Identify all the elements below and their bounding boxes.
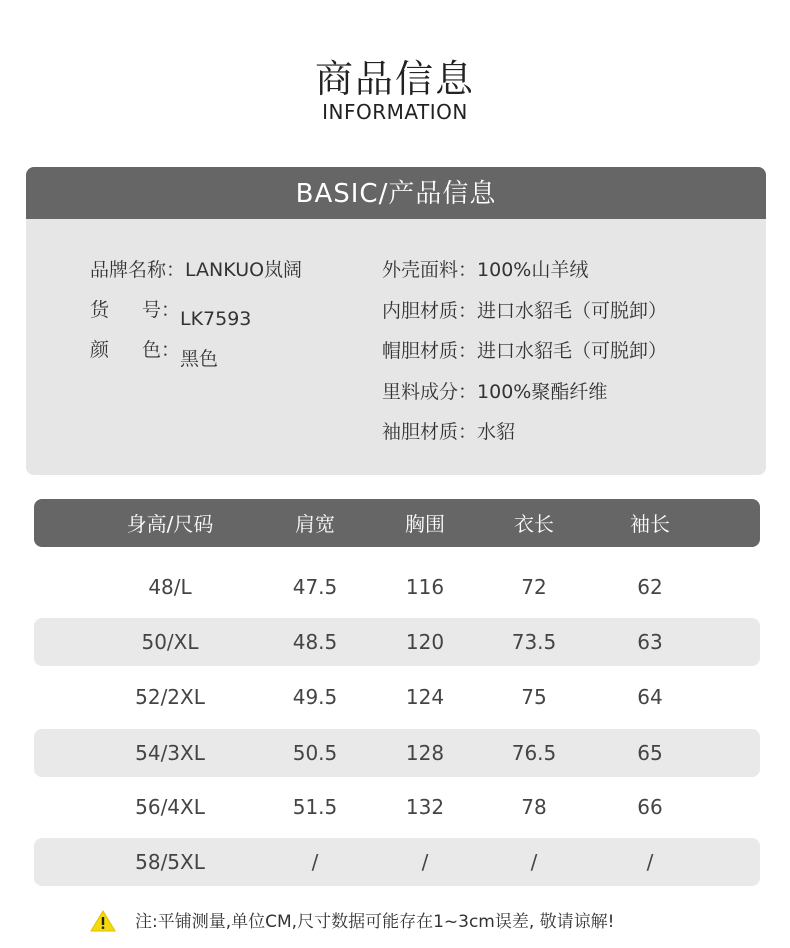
page-subtitle: INFORMATION bbox=[322, 100, 468, 124]
basic-info-left-column bbox=[90, 255, 302, 375]
table-cell: 73.5 bbox=[511, 630, 557, 654]
table-cell: 132 bbox=[405, 795, 445, 819]
column-header-size: 身高/尺码 bbox=[126, 512, 214, 536]
table-cell: 56/4XL bbox=[135, 795, 205, 819]
table-cell: 75 bbox=[521, 685, 547, 709]
table-cell: 72 bbox=[521, 575, 547, 599]
table-cell: 116 bbox=[405, 575, 445, 599]
info-value: 水貂 bbox=[477, 421, 516, 443]
table-row bbox=[34, 673, 760, 721]
table-cell: 78 bbox=[521, 795, 547, 819]
info-label: 外壳面料： bbox=[382, 259, 478, 281]
table-cell: 76.5 bbox=[511, 741, 557, 765]
info-value: 100%聚酯纤维 bbox=[477, 380, 608, 403]
info-row-liner-material bbox=[382, 296, 667, 337]
column-header-shoulder: 肩宽 bbox=[295, 512, 335, 536]
table-cell: 49.5 bbox=[292, 685, 338, 709]
table-row bbox=[34, 783, 760, 831]
table-cell: 50/XL bbox=[141, 630, 199, 654]
table-cell: 64 bbox=[637, 685, 663, 709]
warning-icon bbox=[90, 910, 116, 937]
table-cell: 62 bbox=[637, 575, 663, 599]
size-table-header bbox=[34, 499, 760, 547]
note-text: 注:平铺测量,单位CM,尺寸数据可能存在1~3cm误差, 敬请谅解! bbox=[135, 912, 615, 932]
info-label-part: 颜 bbox=[90, 339, 110, 361]
table-cell: 124 bbox=[405, 685, 445, 709]
info-value: LK7593 bbox=[180, 308, 252, 330]
table-cell: / bbox=[311, 850, 319, 874]
info-label: 品牌名称： bbox=[90, 259, 186, 281]
info-value: 进口水貂毛（可脱卸） bbox=[477, 299, 668, 322]
table-cell: 48.5 bbox=[292, 630, 338, 654]
table-cell: 54/3XL bbox=[135, 741, 205, 765]
info-row-brand bbox=[90, 255, 302, 295]
info-row-color bbox=[90, 335, 302, 375]
column-header-chest: 胸围 bbox=[405, 512, 445, 536]
table-cell: 52/2XL bbox=[135, 685, 205, 709]
table-cell: / bbox=[421, 850, 429, 874]
info-row-sleeve-liner-material bbox=[382, 417, 667, 458]
table-row bbox=[34, 729, 760, 777]
info-value: LANKUO岚阔 bbox=[185, 259, 303, 281]
info-row-shell-fabric bbox=[382, 255, 667, 296]
table-cell: 48/L bbox=[148, 575, 192, 599]
info-label: 袖胆材质： bbox=[382, 421, 478, 443]
basic-info-header: BASIC/产品信息 bbox=[26, 167, 766, 219]
column-header-sleeve: 袖长 bbox=[630, 512, 670, 536]
info-row-lining-composition bbox=[382, 377, 667, 418]
table-cell: 47.5 bbox=[292, 575, 338, 599]
table-cell: 58/5XL bbox=[135, 850, 205, 874]
info-label-part: 号： bbox=[141, 299, 180, 321]
info-value: 黑色 bbox=[180, 348, 219, 370]
info-row-item-number bbox=[90, 295, 302, 335]
table-cell: 65 bbox=[637, 741, 663, 765]
info-value: 进口水貂毛（可脱卸） bbox=[477, 340, 668, 362]
info-label-part: 色： bbox=[141, 339, 180, 361]
table-cell: / bbox=[646, 850, 654, 874]
table-cell: 63 bbox=[637, 630, 663, 654]
column-header-length: 衣长 bbox=[514, 512, 554, 536]
basic-info-card bbox=[26, 167, 766, 475]
table-cell: 128 bbox=[405, 741, 445, 765]
table-cell: 120 bbox=[405, 630, 445, 654]
table-cell: 50.5 bbox=[292, 741, 338, 765]
info-row-hood-liner-material bbox=[382, 336, 667, 377]
page-title: 商品信息 bbox=[314, 57, 475, 101]
info-value: 100%山羊绒 bbox=[477, 259, 589, 281]
table-row bbox=[34, 563, 760, 611]
table-cell: / bbox=[530, 850, 538, 874]
table-row bbox=[34, 838, 760, 886]
info-label-part: 货 bbox=[90, 299, 110, 321]
table-cell: 66 bbox=[637, 795, 663, 819]
info-label: 帽胆材质： bbox=[382, 340, 478, 362]
info-label bbox=[90, 295, 180, 325]
table-row bbox=[34, 618, 760, 666]
table-cell: 51.5 bbox=[292, 795, 338, 819]
basic-info-right-column bbox=[382, 255, 667, 458]
info-label: 里料成分： bbox=[382, 380, 478, 403]
info-label: 内胆材质： bbox=[382, 299, 478, 322]
info-label bbox=[90, 335, 180, 365]
